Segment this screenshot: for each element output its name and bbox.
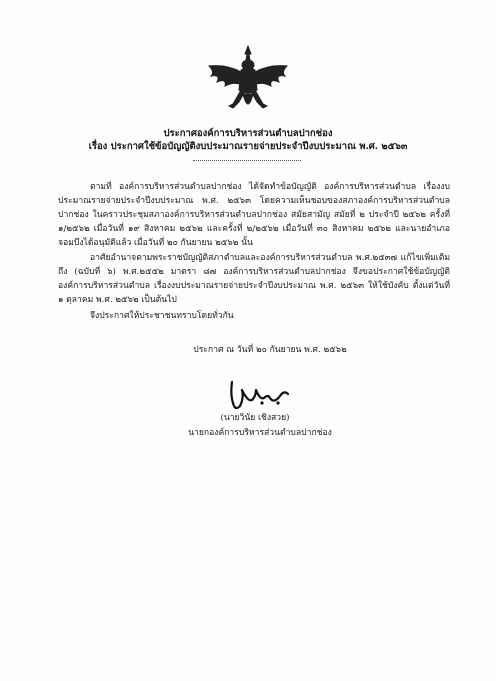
document-subject: เรื่อง ประกาศใช้ข้อบัญญัติงบประมาณรายจ่ายประจำปีงบประมาณ พ.ศ. ๒๕๖๓ [88,141,408,152]
body-paragraph-1: ตามที่ องค์การบริหารส่วนตำบลปากช่อง ได้จัดทำข้อบัญญัติ องค์การบริหารส่วนตำบล เรื่องงบประมาณรายจ่ายประจำปีงบประมาณ พ.ศ. ๒๕๖๓ โดยความเห็นชอบของสภาองค์การบริหารส่วนตำบลปากช่อง ในคราวประชุมสภาองค์การบริหารส่วนตำบลปากช่อง สมัยสามัญ สมัยที่ ๒ ประจำปี ๒๕๖๒ ครั้งที่ ๑/๒๕๖๒ เมื่อวันที่ ๑๙ สิงหาคม ๒๕๖๒ และครั้งที่ ๒/๒๕๖๒ เมื่อวันที่ ๓๐ สิงหาคม ๒๕๖๒ และนายอำเภอจอมบึงได้อนุมัติแล้ว เมื่อวันที่ ๒๐ กันยายน ๒๕๖๒ นั้น [58,182,450,248]
signature-icon [226,376,292,412]
body-paragraph-3: จึงประกาศให้ประชาชนทราบโดยทั่วกัน [90,311,234,321]
garuda-emblem-icon [203,44,293,118]
dotted-divider [193,160,301,161]
body-paragraph-2: อาศัยอำนาจตามพระราชบัญญัติสภาตำบลและองค์การบริหารส่วนตำบล พ.ศ.๒๕๓๗ แก้ไขเพิ่มเติมถึง (ฉบับที่ ๖) พ.ศ.๒๕๕๒ มาตรา ๘๗ องค์การบริหารส่วนตำบลปากช่อง จึงขอประกาศใช้ข้อบัญญัติองค์การบริหารส่วนตำบล เรื่องงบประมาณรายจ่ายประจำปีงบประมาณ พ.ศ. ๒๕๖๓ ให้ใช้บังคับ ตั้งแต่วันที่ ๑ ตุลาคม พ.ศ. ๒๕๖๒ เป็นต้นไป [58,253,450,305]
announcement-date: ประกาศ ณ วันที่ ๒๐ กันยายน พ.ศ. ๒๕๖๒ [193,345,347,355]
document-title: ประกาศองค์การบริหารส่วนตำบลปากช่อง [163,128,333,139]
signer-name: (นายวินัย เชิงสวย) [220,413,290,423]
signer-title: นายกองค์การบริหารส่วนตำบลปากช่อง [188,428,332,438]
